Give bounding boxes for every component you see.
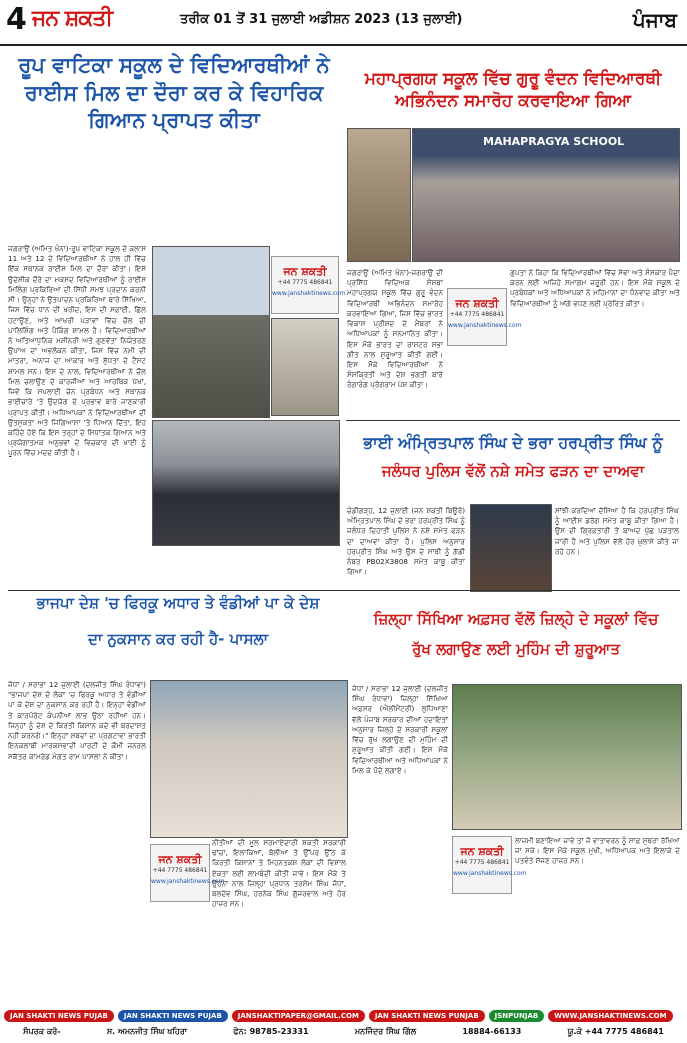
ad-logo: ਜਨ ਸ਼ਕਤੀ: [158, 853, 202, 866]
ad-logo: ਜਨ ਸ਼ਕਤੀ: [455, 297, 499, 310]
bjp-headline-2: ਦਾ ਨੁਕਸਾਨ ਕਰ ਰਹੀ ਹੈ- ਪਾਸਲਾ: [88, 630, 268, 648]
page-footer: [0, 1008, 687, 1043]
contact-line: [0, 1027, 687, 1037]
jan-shakti-ad-3: [150, 844, 225, 902]
contact-label: ਸੰਪਰਕ ਕਰੋ-: [23, 1027, 61, 1036]
contact-phone-uk: ਯੂ.ਕੇ +44 7775 486841: [567, 1027, 664, 1036]
mahapragya-group-photo: [412, 128, 680, 262]
ad-phone: +44 7775 486841: [454, 859, 510, 866]
facebook-link[interactable]: JAN SHAKTI NEWS PUJAB: [118, 1010, 228, 1022]
divider: [8, 590, 680, 591]
section-name: ਪੰਜਾਬ: [632, 8, 677, 32]
social-bar: [0, 1008, 687, 1024]
ad-url: www.janshaktinews.com: [151, 878, 225, 885]
page-header: [0, 0, 687, 46]
page-number: 4: [6, 2, 27, 37]
mill-machinery-photo: [271, 318, 339, 416]
ad-url: www.janshaktinews.com: [272, 290, 346, 297]
pasla-group-photo: [150, 680, 348, 838]
contact-phone-2: 18884-66133: [462, 1027, 522, 1036]
students-group-photo: [152, 420, 340, 546]
amritpal-headline-1: ਭਾਈ ਅੰਮ੍ਰਿਤਪਾਲ ਸਿੰਘ ਦੇ ਭਰਾ ਹਰਪ੍ਰੀਤ ਸਿੰਘ ਨੂੰ: [363, 433, 663, 452]
ad-logo: ਜਨ ਸ਼ਕਤੀ: [460, 845, 504, 858]
contact-name-1: ਸ. ਅਮਨਜੀਤ ਸਿੰਘ ਖਹਿਰਾ: [106, 1027, 188, 1036]
email-link[interactable]: JANSHAKTIPAPER@GMAIL.COM: [232, 1010, 365, 1022]
bjp-body-left: ਜੋਧਾਂ / ਸਰਾਭਾ 12 ਜੁਲਾਈ (ਦਲਜੀਤ ਸਿੰਘ ਰੰਧਾਵਾ) "ਭਾਜਪਾ ਦੇਸ਼ ਦੇ ਲੋਕਾਂ 'ਚ ਫਿਰਕੂ ਅਧਾਰ ਤੇ ਵੰਡੀਆਂ ਪਾ ਕੇ ਦੇਸ਼ ਦਾ ਨੁਕਸਾਨ ਕਰ ਰਹੀ ਹੈ। ਇਨ੍ਹਾਂ ਵੰਡੀਆਂ ਤੇ ਕਾਰਪੋਰੇਟ ਕੰਪਨੀਆਂ ਲਾਭ ਉਠਾ ਰਹੀਆਂ ਹਨ। ਜਿਨ੍ਹਾਂ ਨੂੰ ਦੇਸ਼ ਦੇ ਕਿਰਤੀ ਕਿਸਾਨ ਕਦੇ ਵੀ ਬਰਦਾਸ਼ਤ ਨਹੀਂ ਕਰਨਗੇ।" ਇਨ੍ਹਾਂ ਸ਼ਬਦਾਂ ਦਾ ਪ੍ਰਗਟਾਵਾ ਭਾਰਤੀ ਇਨਕਲਾਬੀ ਮਾਰਕਸਵਾਦੀ ਪਾਰਟੀ ਦੇ ਕੌਮੀ ਜਨਰਲ ਸਕੱਤਰ ਕਾਮਰੇਡ ਮੰਗਤ ਰਾਮ ਪਾਸਲਾ ਨੇ ਕੀਤਾ।: [8, 680, 146, 761]
amritpal-body-left: ਚੰਡੀਗੜ੍ਹ, 12 ਜੁਲਾਈ (ਜਨ ਸ਼ਕਤੀ ਬਿਊਰੋ) ਅੰਮ੍ਰਿਤਪਾਲ ਸਿੰਘ ਦੇ ਭਰਾ ਹਰਪ੍ਰੀਤ ਸਿੰਘ ਨੂੰ ਜਲੰਧਰ ਦਿਹਾਤੀ ਪੁਲਿਸ ਨੇ ਨਸ਼ੇ ਸਮੇਤ ਫੜਨ ਦਾ ਦਾਅਵਾ ਕੀਤਾ ਹੈ। ਪੁਲਿਸ ਅਨੁਸਾਰ ਹਰਪ੍ਰੀਤ ਸਿੰਘ ਅਤੇ ਉਸ ਦੇ ਸਾਥੀ ਨੂੰ ਗੱਡੀ ਨੰਬਰ PB02X3808 ਸਮੇਤ ਕਾਬੂ ਕੀਤਾ ਗਿਆ।: [347, 506, 465, 577]
tree-planting-photo: [452, 684, 682, 830]
jan-shakti-ad-1: [271, 256, 346, 314]
newspaper-logo: ਜਨ ਸ਼ਕਤੀ: [32, 6, 113, 31]
divider: [346, 420, 680, 421]
ad-phone: +44 7775 486841: [152, 867, 208, 874]
education-headline-1: ਜ਼ਿਲ੍ਹਾ ਸਿੱਖਿਆ ਅਫ਼ਸਰ ਵੱਲੋਂ ਜ਼ਿਲ੍ਹੇ ਦੇ ਸਕੂਲਾਂ ਵਿੱਚ: [373, 610, 659, 628]
education-headline-2: ਰੁੱਖ ਲਗਾਉਣ ਲਈ ਮੁਹਿੰਮ ਦੀ ਸ਼ੁਰੂਆਤ: [412, 640, 620, 658]
youtube-channel-link[interactable]: JAN SHAKTI NEWS PUNJAB: [369, 1010, 485, 1022]
roop-vatika-headline: ਰੂਪ ਵਾਟਿਕਾ ਸਕੂਲ ਦੇ ਵਿਦਿਆਰਥੀਆਂ ਨੇ ਰਾਈਸ ਮਿਲ ਦਾ ਦੌਰਾ ਕਰ ਕੇ ਵਿਹਾਰਿਕ ਗਿਆਨ ਪ੍ਰਾਪਤ ਕੀਤਾ: [18, 53, 330, 133]
youtube-link[interactable]: JAN SHAKTI NEWS PUJAB: [4, 1010, 114, 1022]
jan-shakti-ad-4: [452, 836, 527, 894]
ad-url: www.janshaktinews.com: [448, 322, 522, 329]
bjp-body-right: ਨੀਤੀਆਂ ਦੀ ਮੂਲ ਸਰਮਾਏਦਾਰੀ ਸ਼ਕਤੀ ਸਰਕਾਰੀ ਢਾਂਚਾ, ਇਲਾਕਿਆਂ, ਬੋਲੀਆਂ ਤੇ ਉੱਪਰ ਉੱਠ ਕੇ ਕਿਰਤੀ ਕਿਸਾਨਾਂ ਤੇ ਮਿਹਨਤਕਸ਼ ਲੋਕਾਂ ਦੀ ਵਿਸ਼ਾਲ ਏਕਤਾ ਲਈ ਲਾਮਬੰਦੀ ਕੀਤੀ ਜਾਵੇ। ਇਸ ਮੌਕੇ ਤੇ ਉਹਨਾਂ ਨਾਲ ਜ਼ਿਲ੍ਹਾ ਪ੍ਰਧਾਨ ਤਰਸੇਮ ਸਿੰਘ ਜੋਧਾਂ, ਬਲਦੇਵ ਸਿੰਘ, ਹਰਨੇਕ ਸਿੰਘ ਗੁੱਜਰਵਾਲ ਅਤੇ ਹੋਰ ਹਾਜ਼ਰ ਸਨ।: [212, 838, 346, 909]
roop-vatika-body: ਜਗਰਾਉਂ (ਅਮਿਤ ਖੰਨਾ)-ਰੂਪ ਵਾਟਿਕਾ ਸਕੂਲ ਦੇ ਕਲਾਸ 11 ਅਤੇ 12 ਦੇ ਵਿਦਿਆਰਥੀਆਂ ਨੇ ਹਾਲ ਹੀ ਵਿੱਚ ਇੱਕ ਸਥਾਨਕ ਰਾਈਸ ਮਿਲ ਦਾ ਦੌਰਾ ਕੀਤਾ। ਇਸ ਉਦੇਸ਼ੀਕ ਦੌਰੇ ਦਾ ਮਕਸਦ ਵਿਦਿਆਰਥੀਆਂ ਨੂੰ ਰਾਈਸ ਮਿਲਿੰਗ ਪ੍ਰਕਿਰਿਆ ਦੀ ਸਿੱਧੀ ਸਮਝ ਪ੍ਰਦਾਨ ਕਰਨੀ ਸੀ। ਉਨ੍ਹਾਂ ਨੇ ਉਤਪਾਦਨ ਪ੍ਰਕਿਰਿਆ ਬਾਰੇ ਸਿੱਖਿਆ, ਜਿਸ ਵਿੱਚ ਧਾਨ ਦੀ ਖਰੀਦ, ਇਸ ਦੀ ਸਫ਼ਾਈ, ਛਿੱਲ ਹਟਾਉਣ, ਅਤੇ ਆਖਰੀ ਪੜਾਵਾਂ ਵਿੱਚ ਚੌਲ ਦੀ ਪਾਲਿਸ਼ਿੰਗ ਅਤੇ ਪੈਕਿੰਗ ਸ਼ਾਮਲ ਹੈ। ਵਿਦਿਆਰਥੀਆਂ ਨੇ ਅਤਿਆਧੁਨਿਕ ਮਸ਼ੀਨਰੀ ਅਤੇ ਗੁਣਵੱਤਾ ਨਿਯੰਤਰਣ ਉਪਾਅ ਦਾ ਅਵਲੋਕਨ ਕੀਤਾ, ਜਿਸ ਵਿੱਚ ਨਮੀ ਦੀ ਮਾਤਰਾ, ਅਨਾਜ ਦਾ ਆਕਾਰ ਅਤੇ ਸ਼ੁੱਧਤਾ ਦੇ ਟੈਸਟ ਸ਼ਾਮਲ ਸਨ। ਇਸ ਦੇ ਨਾਲ, ਵਿਦਿਆਰਥੀਆਂ ਨੇ ਚੌਲ ਮਿਲ ਚਲਾਉਣ ਦੇ ਕਾਰਜੀਆਂ ਅਤੇ ਆਰਥਿਕ ਪੱਖਾਂ, ਜਿਵੇਂ ਕਿ ਸਪਲਾਈ ਚੇਨ ਪ੍ਰਬੰਧਨ ਅਤੇ ਸਥਾਨਕ ਭਾਈਚਾਰੇ 'ਤੇ ਉਦਯੋਗ ਦੇ ਪ੍ਰਭਾਵ ਬਾਰੇ ਜਾਣਕਾਰੀ ਪ੍ਰਾਪਤ ਕੀਤੀ। ਅਧਿਆਪਕਾਂ ਨੇ ਵਿਦਿਆਰਥੀਆਂ ਦੀ ਉਤਸੁਕਤਾ ਅਤੇ ਜਿਗਿਆਸਾ 'ਤੇ ਧਿਆਨ ਦਿੱਤਾ, ਇਹ ਕਹਿੰਦੇ ਹੋਏ ਕਿ ਇਸ ਤਰ੍ਹਾਂ ਦੇ ਸਿਧਾਂਤਕ ਗਿਆਨ ਅਤੇ ਪ੍ਰਯੋਗਾਤਮਕ ਅਨੁਭਵਾਂ ਦੇ ਵਿਚਕਾਰ ਦੀ ਖਾਈ ਨੂੰ ਪੂਰਨ ਵਿੱਚ ਮਦਦ ਕੀਤੀ ਹੈ।: [8, 244, 146, 458]
amritpal-body-right: ਸਾਂਝੀ ਕਰਦਿਆਂ ਦੱਸਿਆ ਹੈ ਕਿ ਹਰਪ੍ਰੀਤ ਸਿੰਘ ਨੂੰ ਆਈਸ ਡਰੱਗ ਸਮੇਤ ਕਾਬੂ ਕੀਤਾ ਗਿਆ ਹੈ। ਉਸ ਦੀ ਗ੍ਰਿਫ਼ਤਾਰੀ ਤੋਂ ਬਾਅਦ ਪੁੱਛ ਪੜਤਾਲ ਜਾਰੀ ਹੈ ਅਤੇ ਪੁਲਿਸ ਵੱਲੋਂ ਹੋਰ ਖ਼ੁਲਾਸੇ ਕੀਤੇ ਜਾ ਰਹੇ ਹਨ।: [555, 506, 679, 556]
bjp-headline-1: ਭਾਜਪਾ ਦੇਸ਼ 'ਚ ਫਿਰਕੂ ਅਧਾਰ ਤੇ ਵੰਡੀਆਂ ਪਾ ਕੇ ਦੇਸ਼: [36, 594, 320, 612]
ad-phone: +44 7775 486841: [449, 311, 505, 318]
dateline: ਤਰੀਕ 01 ਤੋਂ 31 ਜੁਲਾਈ ਅਡੀਸ਼ਨ 2023 (13 ਜੁਲਾਈ): [180, 12, 463, 27]
rice-mill-photo: [152, 246, 270, 418]
education-body-left: ਜੋਧਾਂ / ਸਰਾਭਾ 12 ਜੁਲਾਈ (ਦਲਜੀਤ ਸਿੰਘ ਰੰਧਾਵਾ) ਜ਼ਿਲ੍ਹਾ ਸਿੱਖਿਆ ਅਫ਼ਸਰ (ਐਲੀਮੈਂਟਰੀ) ਲੁਧਿਆਣਾ ਵੱਲੋਂ ਪੰਜਾਬ ਸਰਕਾਰ ਦੀਆਂ ਹਦਾਇਤਾਂ ਅਨੁਸਾਰ ਜ਼ਿਲ੍ਹੇ ਦੇ ਸਰਕਾਰੀ ਸਕੂਲਾਂ ਵਿੱਚ ਰੁੱਖ ਲਗਾਉਣ ਦੀ ਮੁਹਿੰਮ ਦੀ ਸ਼ੁਰੂਆਤ ਕੀਤੀ ਗਈ। ਇਸ ਮੌਕੇ ਵਿਦਿਆਰਥੀਆਂ ਅਤੇ ਅਧਿਆਪਕਾਂ ਨੇ ਮਿਲ ਕੇ ਪੌਦੇ ਲਗਾਏ।: [352, 684, 448, 775]
ad-phone: +44 7775 486841: [277, 279, 333, 286]
mahapragya-headline: ਮਹਾਪ੍ਰਗਯ ਸਕੂਲ ਵਿੱਚ ਗੁਰੂ ਵੰਦਨ ਵਿਦਿਆਰਥੀ ਅਭਿਨੰਦਨ ਸਮਾਰੋਹ ਕਰਵਾਇਆ ਗਿਆ: [364, 69, 662, 112]
contact-name-2: ਮਨਜਿੰਦਰ ਸਿੰਘ ਗਿੱਲ: [354, 1027, 417, 1036]
harpreet-singh-photo: [470, 504, 552, 592]
ad-url: www.janshaktinews.com: [453, 870, 527, 877]
instagram-link[interactable]: JSNPUNJAB: [489, 1010, 545, 1022]
jan-shakti-ad-2: [447, 288, 522, 346]
ad-logo: ਜਨ ਸ਼ਕਤੀ: [283, 265, 327, 278]
mahapragya-side-photo: [347, 128, 411, 262]
school-banner: MAHAPRAGYA SCHOOL: [483, 135, 625, 148]
mahapragya-body-right: ਗੁਪਤਾ ਨੇ ਕਿਹਾ ਕਿ ਵਿਦਿਆਰਥੀਆਂ ਵਿੱਚ ਸੇਵਾ ਅਤੇ ਸੰਸਕਾਰ ਪੈਦਾ ਕਰਨ ਲਈ ਅਜਿਹੇ ਸਮਾਗਮ ਜ਼ਰੂਰੀ ਹਨ। ਇਸ ਮੌਕੇ ਸਕੂਲ ਦੇ ਪ੍ਰਬੰਧਕਾਂ ਅਤੇ ਅਧਿਆਪਕਾਂ ਨੇ ਮਹਿਮਾਨਾਂ ਦਾ ਧੰਨਵਾਦ ਕੀਤਾ ਅਤੇ ਵਿਦਿਆਰਥੀਆਂ ਨੂੰ ਅੱਗੇ ਵਧਣ ਲਈ ਪ੍ਰੇਰਿਤ ਕੀਤਾ।: [510, 268, 680, 308]
education-body-right: ਲਾਜ਼ਮੀ ਬਣਾਇਆ ਜਾਵੇ ਤਾਂ ਜੋ ਵਾਤਾਵਰਨ ਨੂੰ ਸਾਫ਼ ਸੁਥਰਾ ਰੱਖਿਆ ਜਾ ਸਕੇ। ਇਸ ਮੌਕੇ ਸਕੂਲ ਮੁਖੀ, ਅਧਿਆਪਕ ਅਤੇ ਇਲਾਕੇ ਦੇ ਪਤਵੰਤੇ ਸੱਜਣ ਹਾਜ਼ਰ ਸਨ।: [515, 836, 680, 866]
mahapragya-body-left: ਜਗਰਾਉਂ (ਅਮਿਤ ਖੰਨਾ)-ਜਗਰਾਉਂ ਦੀ ਪ੍ਰਸਿੱਧ ਵਿਦਿਅਕ ਸੰਸਥਾ ਮਹਾਪ੍ਰਗਯ ਸਕੂਲ ਵਿੱਚ ਗੁਰੂ ਵੰਦਨ ਵਿਦਿਆਰਥੀ ਅਭਿਨੰਦਨ ਸਮਾਰੋਹ ਕਰਵਾਇਆ ਗਿਆ, ਜਿਸ ਵਿੱਚ ਭਾਰਤ ਵਿਕਾਸ ਪ੍ਰੀਸ਼ਦ ਦੇ ਮੈਂਬਰਾਂ ਨੇ ਅਧਿਆਪਕਾਂ ਨੂੰ ਸਨਮਾਨਿਤ ਕੀਤਾ। ਇਸ ਮੌਕੇ ਭਾਰਤ ਦਾ ਰਾਸ਼ਟਰ ਸਭਾ ਗੀਤ ਨਾਲ ਸ਼ੁਰੂਆਤ ਕੀਤੀ ਗਈ। ਇਸ ਮੌਕੇ ਵਿਦਿਆਰਥੀਆਂ ਨੇ ਸੰਸਕ੍ਰਿਤੀ ਅਤੇ ਦੇਸ਼ ਭਗਤੀ ਬਾਰੇ ਰੰਗਾਰੰਗ ਪ੍ਰੋਗਰਾਮ ਪੇਸ਼ ਕੀਤਾ।: [347, 268, 443, 390]
amritpal-headline-2: ਜਲੰਧਰ ਪੁਲਿਸ ਵੱਲੋਂ ਨਸ਼ੇ ਸਮੇਤ ਫੜਨ ਦਾ ਦਾਅਵਾ: [381, 462, 645, 480]
contact-phone-1: ਫੋਨ: 98785-23331: [233, 1027, 309, 1036]
website-link[interactable]: WWW.JANSHAKTINEWS.COM: [548, 1010, 672, 1022]
